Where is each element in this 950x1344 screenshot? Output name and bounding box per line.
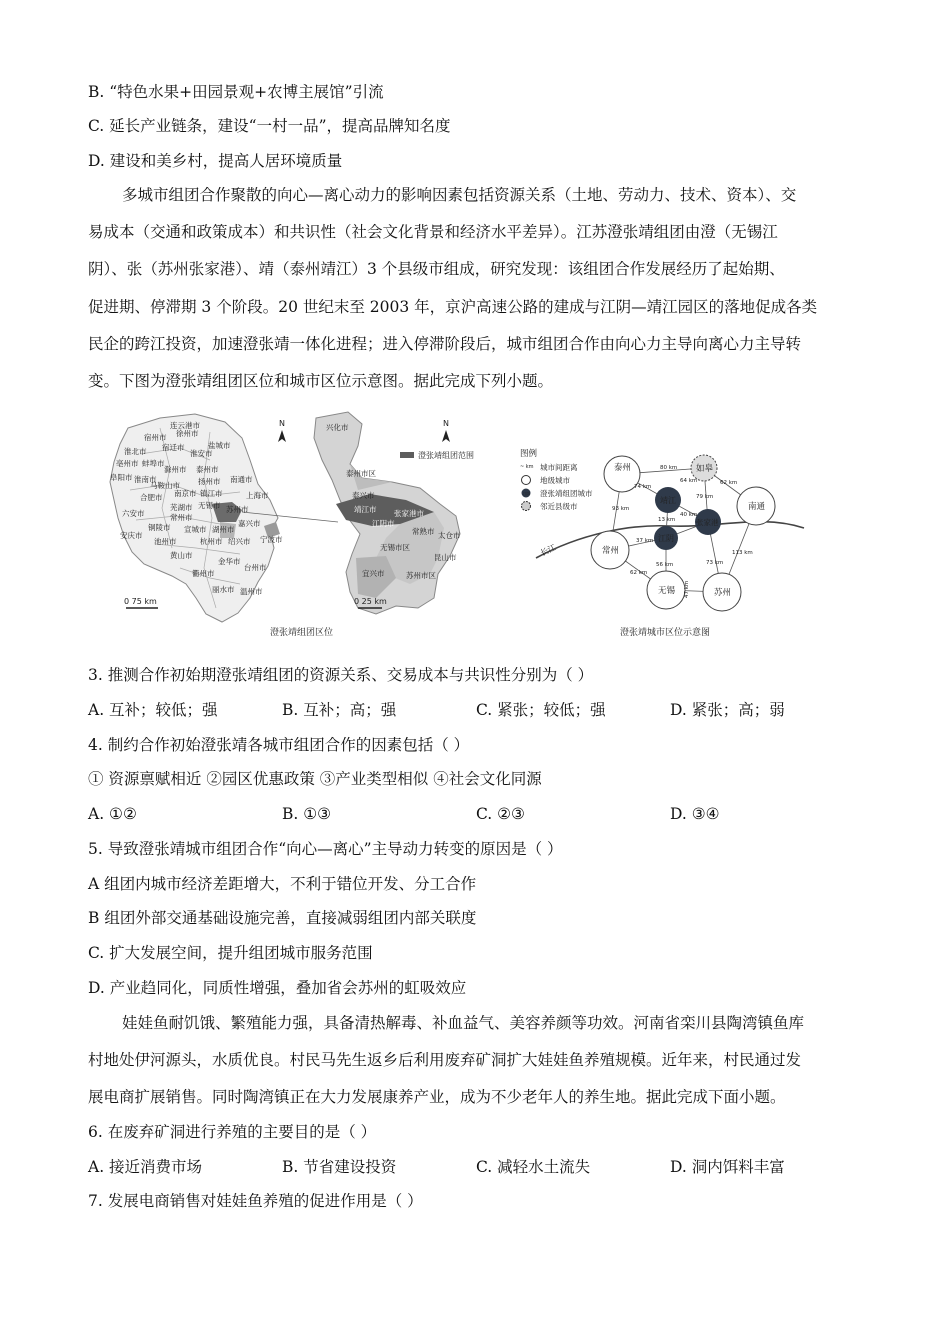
svg-text:泰州市区: 泰州市区 xyxy=(346,469,376,478)
svg-text:衢州市: 衢州市 xyxy=(192,569,215,578)
svg-text:滁州市: 滁州市 xyxy=(164,465,187,474)
figure xyxy=(100,408,860,648)
figure-svg xyxy=(100,408,860,648)
legend-item: 城市间距离 xyxy=(540,463,578,472)
svg-text:淮安市: 淮安市 xyxy=(190,449,213,458)
option-a[interactable]: A. 接近消费市场 xyxy=(88,1158,203,1176)
svg-text:兴化市: 兴化市 xyxy=(326,423,349,432)
passage-line: 阴）、张（苏州张家港）、靖（泰州靖江）3 个县级市组成，研究发现：该组团合作发展经历了起始期、 xyxy=(88,260,785,278)
distance-label: 62 km xyxy=(720,480,738,486)
svg-text:常州市: 常州市 xyxy=(170,513,193,522)
svg-text:黄山市: 黄山市 xyxy=(170,551,193,560)
distance-label: 56 km xyxy=(656,562,674,568)
svg-text:南通市: 南通市 xyxy=(230,475,253,484)
svg-text:苏州市: 苏州市 xyxy=(226,505,249,514)
distance-label: 74 km xyxy=(634,484,652,490)
passage-line: 易成本（交通和政策成本）和共识性（社会文化背景和经济水平差异）。江苏澄张靖组团由澄（无锡江 xyxy=(88,223,778,241)
option-d[interactable]: D. 紧张；高；弱 xyxy=(670,701,785,719)
option-d-line: D. 建设和美乡村，提高人居环境质量 xyxy=(88,152,343,170)
node-label: 泰州 xyxy=(614,463,632,473)
distance-label: 62 km xyxy=(630,570,648,576)
map2-legend-label: 澄张靖组团范围 xyxy=(418,451,474,460)
svg-text:泰兴市: 泰兴市 xyxy=(352,491,375,500)
svg-text:阜阳市: 阜阳市 xyxy=(110,473,133,482)
svg-text:宿迁市: 宿迁市 xyxy=(162,443,185,452)
svg-text:扬州市: 扬州市 xyxy=(198,477,221,486)
svg-text:镇江市: 镇江市 xyxy=(200,489,223,498)
svg-text:六安市: 六安市 xyxy=(122,509,145,518)
svg-text:张家港市: 张家港市 xyxy=(394,509,424,518)
legend-title: 图例 xyxy=(520,449,538,459)
option-a[interactable]: A. ①② xyxy=(88,805,137,823)
option-c[interactable]: C. 扩大发展空间，提升组团城市服务范围 xyxy=(88,944,373,962)
north-label: N xyxy=(443,419,449,428)
legend-swatch xyxy=(400,452,414,458)
city-location-diagram xyxy=(520,448,804,638)
svg-text:杭州市: 杭州市 xyxy=(200,537,223,546)
question-4-statements: ① 资源禀赋相近 ②园区优惠政策 ③产业类型相似 ④社会文化同源 xyxy=(88,770,542,788)
svg-text:池州市: 池州市 xyxy=(154,537,177,546)
node-label: 无锡 xyxy=(658,586,676,596)
distance-label: 73 km xyxy=(706,560,724,566)
svg-text:嘉兴市: 嘉兴市 xyxy=(238,519,261,528)
svg-text:铜陵市: 铜陵市 xyxy=(148,523,171,532)
svg-text:合肥市: 合肥市 xyxy=(140,493,163,502)
svg-text:金华市: 金华市 xyxy=(218,557,241,566)
distance-label: 40 km xyxy=(680,512,698,518)
passage-line: 多城市组团合作聚散的向心—离心动力的影响因素包括资源关系（土地、劳动力、技术、资本）、交 xyxy=(122,186,797,204)
north-arrow-icon xyxy=(442,419,450,442)
svg-text:芜湖市: 芜湖市 xyxy=(170,503,193,512)
question-4: 4. 制约合作初始澄张靖各城市组团合作的因素包括（ ） xyxy=(88,736,470,754)
svg-text:宿州市: 宿州市 xyxy=(144,433,167,442)
svg-text:温州市: 温州市 xyxy=(240,587,263,596)
legend-marker xyxy=(522,502,531,511)
option-d[interactable]: D. ③④ xyxy=(670,805,720,823)
svg-text:蚌埠市: 蚌埠市 xyxy=(142,459,165,468)
map-cluster-detail xyxy=(314,412,474,614)
option-b-line: B. “特色水果+田园景观+农博主展馆”引流 xyxy=(88,83,384,101)
node-label: 苏州 xyxy=(714,588,732,598)
svg-text:湖州市: 湖州市 xyxy=(212,525,235,534)
svg-text:宣城市: 宣城市 xyxy=(184,525,207,534)
svg-text:无锡市区: 无锡市区 xyxy=(380,543,410,552)
svg-text:靖江市: 靖江市 xyxy=(354,505,377,514)
option-b[interactable]: B. ①③ xyxy=(282,805,332,823)
node-label: 常州 xyxy=(602,546,620,556)
svg-text:连云港市: 连云港市 xyxy=(170,421,200,430)
scale-bar xyxy=(124,597,158,608)
option-b[interactable]: B. 节省建设投资 xyxy=(282,1158,397,1176)
distance-label: 37 km xyxy=(636,538,654,544)
distance-label: 13 km xyxy=(658,517,676,523)
river-label: 长江 xyxy=(539,542,558,558)
passage-line: 娃娃鱼耐饥饿、繁殖能力强，具备清热解毒、补血益气、美容养颜等功效。河南省栾川县陶湾镇鱼库 xyxy=(122,1014,805,1032)
svg-text:淮南市: 淮南市 xyxy=(134,475,157,484)
svg-text:宜兴市: 宜兴市 xyxy=(362,569,385,578)
option-c-line: C. 延长产业链条，建设“一村一品”，提高品牌知名度 xyxy=(88,117,451,135)
option-b[interactable]: B. 互补；高；强 xyxy=(282,701,397,719)
distance-label: 79 km xyxy=(696,494,714,500)
node-label: 南通 xyxy=(748,502,766,512)
passage-line: 促进期、停滞期 3 个阶段。20 世纪末至 2003 年，京沪高速公路的建成与江阴—靖江园区的落地促成各类 xyxy=(88,298,818,316)
node-label: 靖江 xyxy=(660,496,676,505)
map-regional-location xyxy=(110,414,338,638)
north-label: N xyxy=(279,419,285,428)
map1-caption: 澄张靖组团区位 xyxy=(270,628,334,638)
map3-caption: 澄张靖城市区位示意图 xyxy=(620,628,711,638)
distance-label: 47 km xyxy=(684,580,690,598)
option-c[interactable]: C. ②③ xyxy=(476,805,525,823)
passage-line: 变。下图为澄张靖组团区位和城市区位示意图。据此完成下列小题。 xyxy=(88,372,554,390)
node-label: 江阴 xyxy=(658,534,674,543)
option-c[interactable]: C. 紧张；较低；强 xyxy=(476,701,606,719)
question-7: 7. 发展电商销售对娃娃鱼养殖的促进作用是（ ） xyxy=(88,1192,423,1210)
svg-text:常熟市: 常熟市 xyxy=(412,527,435,536)
svg-text:台州市: 台州市 xyxy=(244,563,267,572)
scale-label: 0 25 km xyxy=(354,597,387,606)
scale-label: 0 75 km xyxy=(124,597,157,606)
distance-label: 93 km xyxy=(612,506,630,512)
svg-text:亳州市: 亳州市 xyxy=(116,459,139,468)
node-label: 张家港 xyxy=(696,518,719,527)
passage-line: 民企的跨江投资，加速澄张靖一体化进程；进入停滞阶段后，城市组团合作由向心力主导向离心力主导转 xyxy=(88,335,802,353)
svg-text:泰州市: 泰州市 xyxy=(196,465,219,474)
option-c[interactable]: C. 减轻水土流失 xyxy=(476,1158,591,1176)
svg-text:江阴市: 江阴市 xyxy=(372,519,395,528)
option-a[interactable]: A 组团内城市经济差距增大，不利于错位开发、分工合作 xyxy=(88,875,477,893)
question-3: 3. 推测合作初始期澄张靖组团的资源关系、交易成本与共识性分别为（ ） xyxy=(88,666,594,684)
svg-text:徐州市: 徐州市 xyxy=(176,429,199,438)
svg-text:安庆市: 安庆市 xyxy=(120,531,143,540)
passage-line: 展电商扩展销售。同时陶湾镇正在大力发展康养产业，成为不少老年人的养生地。据此完成下面小题。 xyxy=(88,1088,786,1106)
question-6: 6. 在废弃矿洞进行养殖的主要目的是（ ） xyxy=(88,1123,377,1141)
option-d[interactable]: D. 产业趋同化，同质性增强，叠加省会苏州的虹吸效应 xyxy=(88,979,467,997)
legend-item: 澄张靖组团城市 xyxy=(540,489,593,498)
question-5: 5. 导致澄张靖城市组团合作“向心—离心”主导动力转变的原因是（ ） xyxy=(88,840,563,858)
legend-mark: ~ km xyxy=(520,464,534,470)
svg-text:苏州市区: 苏州市区 xyxy=(406,571,436,580)
option-d[interactable]: D. 洞内饵料丰富 xyxy=(670,1158,785,1176)
svg-text:绍兴市: 绍兴市 xyxy=(228,537,251,546)
svg-text:太仓市: 太仓市 xyxy=(438,531,461,540)
node-label: 如皋 xyxy=(696,464,714,474)
svg-text:淮北市: 淮北市 xyxy=(124,447,147,456)
legend-item: 邻近县级市 xyxy=(540,502,578,511)
legend-mark: 江阴 xyxy=(523,492,530,496)
svg-text:南京市: 南京市 xyxy=(174,489,197,498)
distance-label: 80 km xyxy=(660,465,678,471)
svg-text:昆山市: 昆山市 xyxy=(434,553,457,562)
svg-text:宁波市: 宁波市 xyxy=(260,535,283,544)
legend-item: 地级城市 xyxy=(540,476,570,485)
option-a[interactable]: A. 互补；较低；强 xyxy=(88,701,218,719)
option-b[interactable]: B 组团外部交通基础设施完善，直接减弱组团内部关联度 xyxy=(88,909,477,927)
distance-label: 113 km xyxy=(732,550,753,556)
svg-text:马鞍山市: 马鞍山市 xyxy=(150,481,180,490)
svg-text:无锡市: 无锡市 xyxy=(198,501,221,510)
distance-label: 64 km xyxy=(680,478,698,484)
svg-text:盐城市: 盐城市 xyxy=(208,441,231,450)
svg-text:上海市: 上海市 xyxy=(246,491,269,500)
passage-line: 村地处伊河源头，水质优良。村民马先生返乡后利用废弃矿洞扩大娃娃鱼养殖规模。近年来，村民通过发 xyxy=(88,1051,802,1069)
legend-marker xyxy=(522,476,531,485)
north-arrow-icon xyxy=(278,419,286,442)
svg-text:丽水市: 丽水市 xyxy=(212,585,235,594)
